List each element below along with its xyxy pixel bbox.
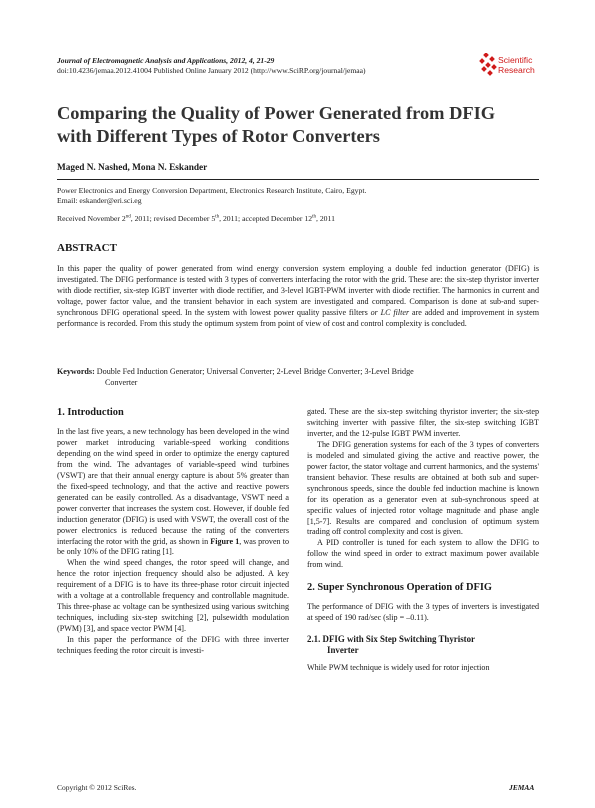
intro-paragraph-5: A PID controller is tuned for each system to allow the DFIG to follow the wind speed in order to extract maximum power available from wind. — [307, 538, 539, 570]
footer-journal: JEMAA — [509, 783, 535, 792]
abstract-body — [57, 264, 539, 329]
abstract-italic: or LC filter — [370, 307, 410, 317]
keywords — [57, 366, 539, 388]
journal-citation: Journal of Electromagnetic Analysis and Applications, 2012, 4, 21-29 — [57, 56, 275, 65]
received-dates — [57, 214, 335, 224]
keywords-label: Keywords: — [57, 367, 95, 376]
abstract-text-end: are added and improvement in system performance is recorded. From this study the optimum system from point of view of cost and control complexity is concluded. — [57, 307, 540, 328]
intro-paragraph-1 — [57, 427, 289, 558]
revised-text: , 2011; revised December 5 — [130, 214, 216, 223]
section-2-1-heading-line2: Inverter — [327, 645, 359, 656]
received-text: Received November 2 — [57, 214, 126, 223]
intro-paragraph-2: When the wind speed changes, the rotor speed will change, and hence the rotor injection frequency should also be adjusted. A key requirement of a DFIG is to have its three-phase rotor circuit injected with a voltage at a controllable frequency and controllable magnitude. This three-phase ac voltage can be synthesized using various switching techniques, including six-step switching [2], pulsewidth modulation (PWM) [3], and space vector PWM [4]. — [57, 558, 289, 634]
abstract-heading: ABSTRACT — [57, 242, 117, 254]
intro-p1-end: , was proven to be only 10% of the DFIG rating [1]. — [57, 536, 289, 557]
revised-sup: th — [215, 214, 220, 220]
intro-paragraph-3-cont: gated. These are the six-step switching thyristor inverter; the six-step switching inverter with passive filter, the six-step switching IGBT inverter, and the 12-pulse IGBT PWM inverter. — [307, 407, 539, 438]
logo-wordmark — [498, 55, 535, 75]
logo-word-research: Research — [498, 65, 535, 75]
abstract-text: In this paper the quality of power generated from wind energy conversion system employing a double fed induction generator (DFIG) is investigated. The DFIG performance is tested with 3 types of converters interfacing the rotor with the grid. These are: the six-step thyristor inverter with diode rectifier, six-step IGBT inverter with diode rectifier, and 3-level IGBT-PWM inverter with diode rectifier. The harmonics in current and voltage, power factor value, and the transient behavior in each system are investigated and compared. Comparison is done at sub-and super-synchronous DFIG operational speed. In the system with lowest power quality passive filters — [57, 264, 539, 317]
intro-p1-text: In the last five years, a new technology has been developed in the wind power market introducing variable-speed working conditions depending on the wind speed in order to optimize the energy captured from the wind. The advantages of variable-speed wind turbines (VSWT) are that their annual energy capture is about 5% greater than the fixed-speed technology, and that the active and reactive powers generated can be easily controlled. As a disadvantage, VSWT need a power converter that increases the system cost. However, if double fed induction generator (DFIG) is used with VSWT, the overall cost of the power electronics is reduced because the rating of the converters interfacing the rotor with the grid, as shown in — [57, 427, 289, 546]
right-column — [307, 407, 539, 674]
left-column — [57, 406, 289, 657]
intro-paragraph-3: In this paper the performance of the DFIG with three inverter techniques feeding the rotor circuit is investi- — [57, 635, 289, 656]
accepted-text: , 2011; accepted December 12 — [219, 214, 313, 223]
figure-1-reference: Figure 1 — [210, 536, 240, 546]
section-2-1-heading-line1: 2.1. DFIG with Six Step Switching Thyristor — [307, 634, 475, 645]
affiliation: Power Electronics and Energy Conversion Department, Electronics Research Institute, Cairo, Egypt. — [57, 186, 367, 195]
keywords-text-cont: Converter — [105, 378, 138, 387]
scirp-dots-icon — [478, 53, 498, 77]
footer-copyright: Copyright © 2012 SciRes. — [57, 783, 137, 792]
keywords-text: Double Fed Induction Generator; Universal Converter; 2-Level Bridge Converter; 3-Level Bridge — [96, 367, 414, 376]
author-email: Email: eskander@eri.sci.eg — [57, 196, 142, 205]
section-2-heading: 2. Super Synchronous Operation of DFIG — [307, 582, 492, 594]
doi-line: doi:10.4236/jemaa.2012.41004 Published Online January 2012 (http://www.SciRP.org/journal/jemaa) — [57, 66, 366, 75]
author-list: Maged N. Nashed, Mona N. Eskander — [57, 163, 208, 173]
section-2-1-heading — [307, 634, 539, 656]
received-sup: nd — [125, 214, 131, 220]
title-divider — [57, 179, 539, 180]
section-2-1-paragraph: While PWM technique is widely used for rotor injection — [307, 663, 490, 673]
accepted-sup: th — [312, 214, 316, 220]
accepted-year: , 2011 — [315, 214, 335, 223]
section-introduction-heading: 1. Introduction — [57, 407, 124, 418]
section-2-paragraph: The performance of DFIG with the 3 types of inverters is investigated at speed of 190 rad/sec (slip = –0.11). — [307, 602, 539, 623]
paper-title: Comparing the Quality of Power Generated from DFIG with Different Types of Rotor Converters — [57, 103, 496, 146]
intro-paragraph-4: The DFIG generation systems for each of the 3 types of converters is modeled and simulated giving the active and reactive power, the power factor, the stator voltage and current harmonics, and the systems' transient behavior. These results are obtained at both sub and super-synchronous speeds, since the double fed induction machine is known for its operation as a generator even at sub-synchronous speed at specific values of injected rotor voltage magnitude and phase angle [1,5-7]. Results are compared and conclusion of optimum system trading off control complexity and cost is given. — [307, 439, 539, 537]
publisher-logo — [478, 53, 548, 83]
logo-word-scientific: Scientific — [498, 55, 533, 65]
